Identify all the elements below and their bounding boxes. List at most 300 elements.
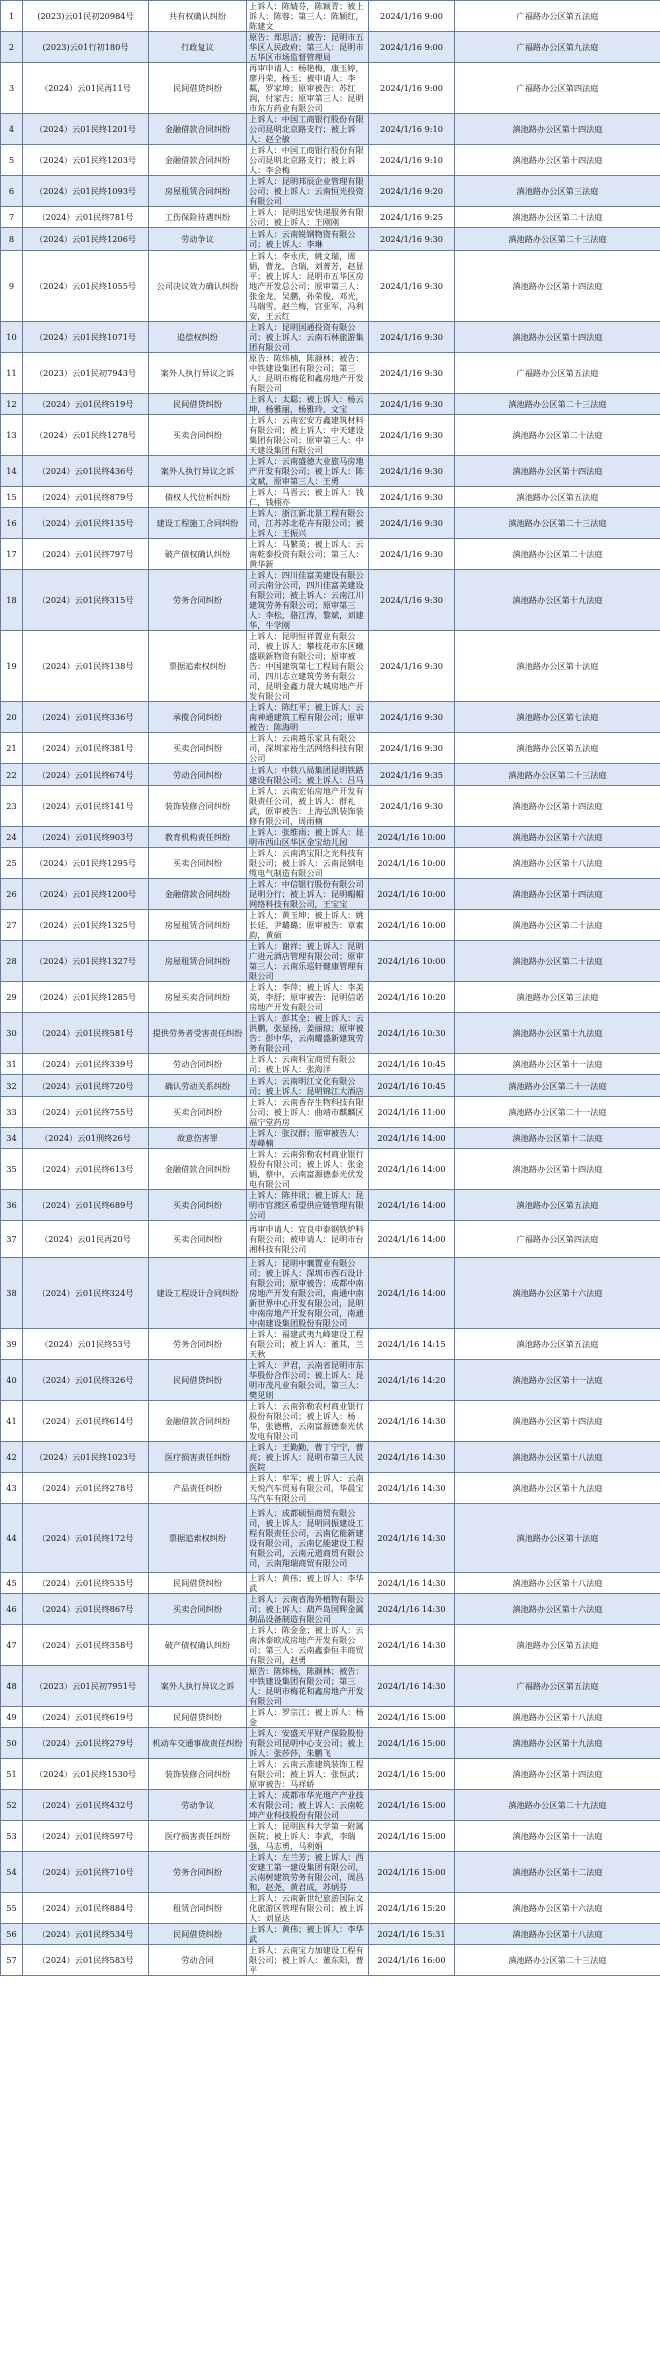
case-number: （2023）云01民初7951号 (23, 1666, 149, 1707)
hearing-time: 2024/1/16 9:10 (369, 145, 455, 176)
case-parties: 上诉人：彭其全；被上诉人：云洪鹏，张显扬，姜丽琼；原审被告：彭中华，云南耀盛新建筑劳务有限公司 (247, 1013, 369, 1054)
table-row (1, 1594, 660, 1625)
table-row (1, 764, 660, 786)
row-number: 9 (1, 251, 23, 322)
case-parties: 原告：陈炜楠，陈颜林；被告：中铁建设集团有限公司；第三人：昆明市梅花和鑫房地产开发有限公司 (247, 353, 369, 394)
table-row (1, 228, 660, 251)
hearing-time: 2024/1/16 9:30 (369, 786, 455, 827)
hearing-time: 2024/1/16 10:00 (369, 941, 455, 982)
row-number: 23 (1, 786, 23, 827)
row-number: 3 (1, 63, 23, 114)
case-parties: 上诉人：云南鸿宝阳之光科技有限公司；被上诉人：云南昆钢电缆电气制造有限公司 (247, 848, 369, 879)
table-row (1, 1013, 660, 1054)
case-cause: 教育机构责任纠纷 (149, 827, 247, 848)
case-cause: 金融借款合同纠纷 (149, 879, 247, 910)
row-number: 39 (1, 1329, 23, 1360)
case-number: （2024）云01刑终26号 (23, 1128, 149, 1149)
row-number: 56 (1, 1924, 23, 1945)
case-parties: 上诉人：成都硕恒商贸有限公司，被上诉人：昆明同振建设工程有限责任公司，云南亿能新建设有限公司，云南亿能建设工程有限公司，云南元道商贸有限公司，云南翔瑞商贸有限公司 (247, 1504, 369, 1573)
courtroom: 滇池路办公区第二十三法庭 (455, 228, 660, 251)
case-number: （2024）云01民终1055号 (23, 251, 149, 322)
case-parties: 上诉人：云南云准建筑装饰工程有限公司；被上诉人：张恒武；原审被告：马祥娇 (247, 1759, 369, 1790)
case-number: （2024）云01民终535号 (23, 1573, 149, 1594)
case-cause: 公司决议效力确认纠纷 (149, 251, 247, 322)
row-number: 6 (1, 176, 23, 207)
courtroom: 滇池路办公区第十四法庭 (455, 456, 660, 487)
case-parties: 上诉人：谢祥；被上诉人：昆明广进元酒店管理有限公司；原审第三人：云南乐巡轩健康管理有限公司 (247, 941, 369, 982)
table-row (1, 1573, 660, 1594)
case-parties: 上诉人：尹君，云南省昆明市东华股份合作公司；被上诉人：昆明市茂凡业有限公司，第三人：樊见则 (247, 1360, 369, 1401)
hearing-time: 2024/1/16 9:30 (369, 228, 455, 251)
case-parties: 上诉人：黄玉坤；被上诉人：姚长廷，尹璐璐；原审被告：章素韵，黄硕 (247, 910, 369, 941)
hearing-time: 2024/1/16 10:30 (369, 1013, 455, 1054)
case-cause: 金融借款合同纠纷 (149, 1401, 247, 1442)
row-number: 54 (1, 1852, 23, 1893)
case-cause: 破产债权确认纠纷 (149, 1625, 247, 1666)
case-cause: 确认劳动关系纠纷 (149, 1075, 247, 1097)
courtroom: 滇池路办公区第十二法庭 (455, 1852, 660, 1893)
hearing-time: 2024/1/16 10:20 (369, 982, 455, 1013)
case-parties: 上诉人：云南明江文化有限公司；被上诉人：昆明锦江大酒店 (247, 1075, 369, 1097)
courtroom: 滇池路办公区第十六法庭 (455, 827, 660, 848)
row-number: 5 (1, 145, 23, 176)
table-row (1, 1360, 660, 1401)
hearing-time: 2024/1/16 10:00 (369, 827, 455, 848)
row-number: 17 (1, 539, 23, 570)
row-number: 43 (1, 1473, 23, 1504)
table-row (1, 251, 660, 322)
table-row (1, 176, 660, 207)
hearing-time: 2024/1/16 15:00 (369, 1707, 455, 1728)
courtroom: 滇池路办公区第五法庭 (455, 1625, 660, 1666)
hearing-time: 2024/1/16 9:30 (369, 733, 455, 764)
case-number: （2024）云01民终613号 (23, 1149, 149, 1190)
case-number: （2024）云01民终781号 (23, 207, 149, 228)
courtroom: 滇池路办公区第十六法庭 (455, 1594, 660, 1625)
table-row (1, 1442, 660, 1473)
table-row (1, 508, 660, 539)
case-cause: 民间借贷纠纷 (149, 1360, 247, 1401)
case-number: （2024）云01民终674号 (23, 764, 149, 786)
case-parties: 上诉人：云南宏安方鑫建筑材料有限公司；被上诉人：中天建设集团有限公司；原审第三人：中天建设集团有限公司 (247, 415, 369, 456)
hearing-time: 2024/1/16 10:00 (369, 910, 455, 941)
courtroom: 广福路办公区第四法庭 (455, 1221, 660, 1258)
courtroom: 滇池路办公区第十一法庭 (455, 1360, 660, 1401)
courtroom: 滇池路办公区第十四法庭 (455, 114, 660, 145)
case-cause: 医疗损害责任纠纷 (149, 1821, 247, 1852)
case-number: （2024）云01民终614号 (23, 1401, 149, 1442)
case-number: （2024）云01民终53号 (23, 1329, 149, 1360)
row-number: 1 (1, 1, 23, 32)
row-number: 48 (1, 1666, 23, 1707)
case-cause: 买卖合同纠纷 (149, 415, 247, 456)
courtroom: 滇池路办公区第二十一法庭 (455, 1075, 660, 1097)
table-row (1, 1258, 660, 1329)
case-number: （2024）云01民终138号 (23, 631, 149, 702)
case-cause: 民间借贷纠纷 (149, 63, 247, 114)
row-number: 51 (1, 1759, 23, 1790)
table-row (1, 114, 660, 145)
row-number: 41 (1, 1401, 23, 1442)
hearing-time: 2024/1/16 9:10 (369, 114, 455, 145)
hearing-time: 2024/1/16 9:30 (369, 631, 455, 702)
hearing-time: 2024/1/16 9:30 (369, 394, 455, 415)
case-number: （2024）云01民终1530号 (23, 1759, 149, 1790)
table-row (1, 539, 660, 570)
row-number: 14 (1, 456, 23, 487)
hearing-time: 2024/1/16 14:30 (369, 1573, 455, 1594)
courtroom: 滇池路办公区第二十三法庭 (455, 764, 660, 786)
case-parties: 原告：郑思洁；被告：昆明市五华区人民政府；第三人：昆明市五华区市场监督管理局 (247, 32, 369, 63)
table-row (1, 1190, 660, 1221)
row-number: 53 (1, 1821, 23, 1852)
hearing-time: 2024/1/16 9:35 (369, 764, 455, 786)
hearing-time: 2024/1/16 14:20 (369, 1360, 455, 1401)
row-number: 32 (1, 1075, 23, 1097)
case-parties: 上诉人：马繁英；被上诉人：云南乾泰投资有限公司；第三人：黄华新 (247, 539, 369, 570)
case-cause: 买卖合同纠纷 (149, 1594, 247, 1625)
case-cause: 民间借贷纠纷 (149, 1707, 247, 1728)
courtroom: 滇池路办公区第十四法庭 (455, 1401, 660, 1442)
table-row (1, 1852, 660, 1893)
courtroom: 滇池路办公区第十六法庭 (455, 1258, 660, 1329)
row-number: 40 (1, 1360, 23, 1401)
courtroom: 广福路办公区第五法庭 (455, 1666, 660, 1707)
case-cause: 房屋买卖合同纠纷 (149, 982, 247, 1013)
table-row (1, 786, 660, 827)
hearing-time: 2024/1/16 15:00 (369, 1790, 455, 1821)
case-number: (2023)云01民初20984号 (23, 1, 149, 32)
table-row (1, 1707, 660, 1728)
courtroom: 滇池路办公区第十九法庭 (455, 1728, 660, 1759)
case-cause: 追偿权纠纷 (149, 322, 247, 353)
row-number: 8 (1, 228, 23, 251)
case-parties: 上诉人：黄伟；被上诉人：李华武 (247, 1924, 369, 1945)
case-number: （2023）云01民初7943号 (23, 353, 149, 394)
row-number: 18 (1, 570, 23, 631)
table-row (1, 1504, 660, 1573)
courtroom: 广福路办公区第九法庭 (455, 32, 660, 63)
case-parties: 上诉人：太聪；被上诉人：杨云坤，杨雅丽，杨雅玲，文宝 (247, 394, 369, 415)
case-number: （2024）云01民终534号 (23, 1924, 149, 1945)
case-cause: 提供劳务者受害责任纠纷 (149, 1013, 247, 1054)
table-row (1, 1821, 660, 1852)
case-parties: 上诉人：昆明恒祥置业有限公司，被上诉人：攀枝花市东区曦盛联新物资有限公司；原审被告：中国建筑第七工程局有限公司，四川志立建筑劳务有限公司，昆明金鑫力晟大城房地产开发有限公司 (247, 631, 369, 702)
case-parties: 上诉人：云南科宝商贸有限公司；被上诉人：张海洋 (247, 1054, 369, 1075)
case-cause: 建设工程设计合同纠纷 (149, 1258, 247, 1329)
row-number: 24 (1, 827, 23, 848)
courtroom: 滇池路办公区第五法庭 (455, 1329, 660, 1360)
row-number: 30 (1, 1013, 23, 1054)
table-row (1, 827, 660, 848)
case-cause: 民间借贷纠纷 (149, 1573, 247, 1594)
row-number: 35 (1, 1149, 23, 1190)
hearing-time: 2024/1/16 14:30 (369, 1625, 455, 1666)
table-row (1, 1075, 660, 1097)
row-number: 20 (1, 702, 23, 733)
table-row (1, 1945, 660, 1976)
case-cause: 装饰装修合同纠纷 (149, 786, 247, 827)
row-number: 36 (1, 1190, 23, 1221)
table-row (1, 1728, 660, 1759)
row-number: 15 (1, 487, 23, 508)
courtroom: 滇池路办公区第二十九法庭 (455, 1790, 660, 1821)
row-number: 28 (1, 941, 23, 982)
table-row (1, 1329, 660, 1360)
case-parties: 上诉人：陈井讯；被上诉人：昆明市官渡区希望供应链管理有限公司 (247, 1190, 369, 1221)
courtroom: 滇池路办公区第十九法庭 (455, 1013, 660, 1054)
case-number: （2024）云01民终358号 (23, 1625, 149, 1666)
table-row (1, 910, 660, 941)
courtroom: 滇池路办公区第十九法庭 (455, 570, 660, 631)
case-number: （2024）云01民终432号 (23, 1790, 149, 1821)
case-parties: 上诉人：中铁八局集团昆明铁路建设有限公司；被上诉人：吕马 (247, 764, 369, 786)
courtroom: 滇池路办公区第五法庭 (455, 487, 660, 508)
case-parties: 上诉人：云南省海外植物有限公司；被上诉人：葫芦岛国辉金属制品设备制造有限公司 (247, 1594, 369, 1625)
case-number: （2024）云01民终1023号 (23, 1442, 149, 1473)
case-number: （2024）云01民终879号 (23, 487, 149, 508)
courtroom: 滇池路办公区第十法庭 (455, 631, 660, 702)
table-row (1, 879, 660, 910)
case-parties: 上诉人：福建武夷九峰建设工程有限公司；被上诉人：董其，兰天秋 (247, 1329, 369, 1360)
hearing-time: 2024/1/16 10:00 (369, 848, 455, 879)
table-row (1, 353, 660, 394)
case-cause: 买卖合同纠纷 (149, 733, 247, 764)
courtroom: 滇池路办公区第二十法庭 (455, 941, 660, 982)
case-cause: 票据追索权纠纷 (149, 631, 247, 702)
case-number: （2024）云01民终339号 (23, 1054, 149, 1075)
case-cause: 工伤保险待遇纠纷 (149, 207, 247, 228)
case-number: （2024）云01民终279号 (23, 1728, 149, 1759)
row-number: 31 (1, 1054, 23, 1075)
case-number: （2024）云01民终315号 (23, 570, 149, 631)
case-cause: 劳动合同纠纷 (149, 764, 247, 786)
row-number: 37 (1, 1221, 23, 1258)
table-row (1, 1790, 660, 1821)
case-parties: 上诉人：云南锐钢物资有限公司；被上诉人：李琳 (247, 228, 369, 251)
case-cause: 承揽合同纠纷 (149, 702, 247, 733)
table-row (1, 456, 660, 487)
case-parties: 上诉人：四川佳富美建设有限公司云南分公司，四川佳富美建设有限公司；被上诉人：云南江川建筑劳务有限公司；原审第三人：李松，骆江涛，黎斌，刘建华，牛学刚 (247, 570, 369, 631)
case-number: （2024）云01民终583号 (23, 1945, 149, 1976)
courtroom: 滇池路办公区第十八法庭 (455, 1707, 660, 1728)
hearing-time: 2024/1/16 9:30 (369, 539, 455, 570)
hearing-time: 2024/1/16 14:30 (369, 1473, 455, 1504)
case-parties: 上诉人：张维雨；被上诉人：昆明市西山区华区金宝幼儿园 (247, 827, 369, 848)
case-parties: 上诉人：陈金金；被上诉人：云南沐泰欧成房地产开发有限公司；第三人：云南鑫泰恒丰商贸有限公司，赵勇 (247, 1625, 369, 1666)
case-cause: 共有权确认纠纷 (149, 1, 247, 32)
case-parties: 上诉人：云南弥勒农村商业银行股份有限公司；被上诉人：杨华，张德楷，云南富源德泰光伏发电有限公司 (247, 1401, 369, 1442)
row-number: 27 (1, 910, 23, 941)
row-number: 19 (1, 631, 23, 702)
table-row (1, 1666, 660, 1707)
courtroom: 滇池路办公区第十八法庭 (455, 848, 660, 879)
hearing-time: 2024/1/16 11:00 (369, 1097, 455, 1128)
courtroom: 滇池路办公区第十四法庭 (455, 1149, 660, 1190)
case-number: （2024）云01民终689号 (23, 1190, 149, 1221)
hearing-time: 2024/1/16 14:30 (369, 1504, 455, 1573)
hearing-time: 2024/1/16 14:30 (369, 1442, 455, 1473)
hearing-time: 2024/1/16 9:30 (369, 456, 455, 487)
case-number: （2024）云01民终755号 (23, 1097, 149, 1128)
hearing-time: 2024/1/16 14:30 (369, 1401, 455, 1442)
hearing-time: 2024/1/16 14:00 (369, 1190, 455, 1221)
case-cause: 行政复议 (149, 32, 247, 63)
case-number: （2024）云01民终1278号 (23, 415, 149, 456)
case-cause: 金融借款合同纠纷 (149, 114, 247, 145)
courtroom: 滇池路办公区第三法庭 (455, 982, 660, 1013)
case-number: （2024）云01民终1295号 (23, 848, 149, 879)
table-row (1, 631, 660, 702)
row-number: 22 (1, 764, 23, 786)
case-number: （2024）云01民终172号 (23, 1504, 149, 1573)
case-parties: 再审申请人：宜良申泰钢铁炉料有限公司；被申请人：昆明市台湘科技有限公司 (247, 1221, 369, 1258)
case-cause: 机动车交通事故责任纠纷 (149, 1728, 247, 1759)
case-parties: 原告：陈炜杨，陈颜林；被告：中铁建设集团有限公司；第三人：昆明市梅花和鑫房地产开发有限公司 (247, 1666, 369, 1707)
courtroom: 滇池路办公区第十四法庭 (455, 322, 660, 353)
hearing-time: 2024/1/16 14:15 (369, 1329, 455, 1360)
case-number: (2023)云01行初180号 (23, 32, 149, 63)
case-number: （2024）云01民终619号 (23, 1707, 149, 1728)
table-row (1, 1128, 660, 1149)
row-number: 16 (1, 508, 23, 539)
courtroom: 滇池路办公区第十六法庭 (455, 1893, 660, 1924)
case-parties: 上诉人：中国工商银行股份有限公司昆明北京路支行；被上诉人：赵仝敏 (247, 114, 369, 145)
case-parties: 上诉人：张汉群；原审被告人：寿峰楠 (247, 1128, 369, 1149)
case-number: （2024）云01民终436号 (23, 456, 149, 487)
hearing-time: 2024/1/16 15:31 (369, 1924, 455, 1945)
case-parties: 上诉人：中国工商银行股份有限公司昆明北京路支行；被上诉人：李会梅 (247, 145, 369, 176)
hearing-time: 2024/1/16 9:25 (369, 207, 455, 228)
row-number: 34 (1, 1128, 23, 1149)
row-number: 25 (1, 848, 23, 879)
case-cause: 故意伤害罪 (149, 1128, 247, 1149)
courtroom: 广福路办公区第四法庭 (455, 63, 660, 114)
case-cause: 房屋租赁合同纠纷 (149, 176, 247, 207)
courtroom: 滇池路办公区第十法庭 (455, 1504, 660, 1573)
case-cause: 装饰装修合同纠纷 (149, 1759, 247, 1790)
courtroom: 滇池路办公区第二十法庭 (455, 910, 660, 941)
courtroom: 滇池路办公区第十八法庭 (455, 1442, 660, 1473)
hearing-time: 2024/1/16 9:30 (369, 702, 455, 733)
table-row (1, 1221, 660, 1258)
row-number: 42 (1, 1442, 23, 1473)
case-number: （2024）云01民终326号 (23, 1360, 149, 1401)
case-number: （2024）云01民终1200号 (23, 879, 149, 910)
courtroom: 滇池路办公区第三法庭 (455, 176, 660, 207)
courtroom: 滇池路办公区第十四法庭 (455, 879, 660, 910)
case-cause: 案外人执行异议之诉 (149, 353, 247, 394)
case-cause: 民间借贷纠纷 (149, 1924, 247, 1945)
hearing-time: 2024/1/16 15:00 (369, 1821, 455, 1852)
courtroom: 滇池路办公区第五法庭 (455, 1190, 660, 1221)
case-parties: 上诉人：昆明邦辰企业管理有限公司；被上诉人：云南恒光投资有限公司 (247, 176, 369, 207)
courtroom: 滇池路办公区第五法庭 (455, 733, 660, 764)
case-parties: 上诉人：昆明国通投资有限公司；被上诉人：云南石林旅游集团有限公司 (247, 322, 369, 353)
table-row (1, 322, 660, 353)
case-cause: 房屋租赁合同纠纷 (149, 941, 247, 982)
courtroom: 滇池路办公区第二十三法庭 (455, 394, 660, 415)
hearing-time: 2024/1/16 9:30 (369, 570, 455, 631)
case-number: （2024）云01民终336号 (23, 702, 149, 733)
case-cause: 劳务合同纠纷 (149, 1852, 247, 1893)
courtroom: 广福路办公区第五法庭 (455, 353, 660, 394)
case-parties: 上诉人：陈婧芬，陈颖青；被上诉人：陈蓉；第三人：陈颖红，陈建文 (247, 1, 369, 32)
table-row (1, 32, 660, 63)
case-parties: 上诉人：罗宗江；被上诉人：杨金 (247, 1707, 369, 1728)
hearing-time: 2024/1/16 9:30 (369, 487, 455, 508)
case-cause: 债权人代位析纠纷 (149, 487, 247, 508)
case-parties: 上诉人：王勤勤，曹丁宁宁，曹亮；被上诉人：昆明市第三人民医院 (247, 1442, 369, 1473)
schedule-body (1, 1, 660, 1976)
case-parties: 上诉人：李永庆，姚文瑞，周娟，曹龙，合瑞，刘菁芳，赵显平；被上诉人：昆明市五华区房地产开发总公司；原审第三人：张金龙，吴鹏，孙荣俊，邓光，马瑞雪，赵兰梅，宫亚军，冯利安，王云红 (247, 251, 369, 322)
courtroom: 滇池路办公区第二十法庭 (455, 415, 660, 456)
hearing-time: 2024/1/16 15:00 (369, 1759, 455, 1790)
courtroom: 滇池路办公区第十九法庭 (455, 1473, 660, 1504)
case-parties: 上诉人：黄伟；被上诉人：李华武 (247, 1573, 369, 1594)
case-number: （2024）云01民终797号 (23, 539, 149, 570)
table-row (1, 982, 660, 1013)
courtroom: 滇池路办公区第十四法庭 (455, 786, 660, 827)
courtroom: 滇池路办公区第二十三法庭 (455, 1945, 660, 1976)
case-number: （2024）云01民终903号 (23, 827, 149, 848)
case-number: （2024）云01民终381号 (23, 733, 149, 764)
case-parties: 上诉人：陈红平；被上诉人：云南神通建筑工程有限公司；原审被告：陈海明 (247, 702, 369, 733)
case-number: （2024）云01民终884号 (23, 1893, 149, 1924)
courtroom: 滇池路办公区第十二法庭 (455, 1128, 660, 1149)
hearing-time: 2024/1/16 14:00 (369, 1221, 455, 1258)
case-parties: 上诉人：昆明迅安快递服务有限公司；被上诉人：王刚刚 (247, 207, 369, 228)
table-row (1, 394, 660, 415)
row-number: 13 (1, 415, 23, 456)
courtroom: 滇池路办公区第十八法庭 (455, 1573, 660, 1594)
table-row (1, 1924, 660, 1945)
case-cause: 案外人执行异议之诉 (149, 1666, 247, 1707)
table-row (1, 1759, 660, 1790)
row-number: 29 (1, 982, 23, 1013)
case-parties: 上诉人：昆明中襄置业有限公司；被上诉人：深圳市西石设计有限公司；原审被告：成都中南房地产开发有限公司，南通中南新世界中心开发有限公司，昆明中南房地产开发有限公司，南通中南建设集团股份有限公司 (247, 1258, 369, 1329)
hearing-time: 2024/1/16 15:00 (369, 1852, 455, 1893)
table-row (1, 1893, 660, 1924)
case-parties: 上诉人：云南新世纪旅游国际文化旅游区管理有限公司；被上诉人：刘显达 (247, 1893, 369, 1924)
case-number: （2024）云01民终1285号 (23, 982, 149, 1013)
courtroom: 滇池路办公区第七法庭 (455, 702, 660, 733)
case-cause: 票据追索权纠纷 (149, 1504, 247, 1573)
case-cause: 租赁合同纠纷 (149, 1893, 247, 1924)
row-number: 7 (1, 207, 23, 228)
hearing-time: 2024/1/16 10:45 (369, 1075, 455, 1097)
row-number: 55 (1, 1893, 23, 1924)
case-number: （2024）云01民终1206号 (23, 228, 149, 251)
hearing-time: 2024/1/16 9:20 (369, 176, 455, 207)
case-parties: 上诉人：云南越乐家具有限公司，深圳家裕生活网络科技有限公司 (247, 733, 369, 764)
case-cause: 买卖合同纠纷 (149, 848, 247, 879)
case-parties: 上诉人：左兰芳；被上诉人：西安建工第一建设集团有限公司，云南树建筑劳务有限公司，周昌和，赵尧，黄君成，苏炳芬 (247, 1852, 369, 1893)
case-cause: 破产债权确认纠纷 (149, 539, 247, 570)
table-row (1, 733, 660, 764)
case-cause: 民间借贷纠纷 (149, 394, 247, 415)
courtroom: 滇池路办公区第二十法庭 (455, 207, 660, 228)
case-parties: 上诉人：浙江新北景工程有限公司，江苏苏北花卉有限公司；被上诉人：王振兴 (247, 508, 369, 539)
case-cause: 买卖合同纠纷 (149, 1190, 247, 1221)
row-number: 10 (1, 322, 23, 353)
table-row (1, 63, 660, 114)
hearing-time: 2024/1/16 9:30 (369, 322, 455, 353)
case-number: （2024）云01民终1071号 (23, 322, 149, 353)
case-cause: 劳动合同纠纷 (149, 1054, 247, 1075)
hearing-time: 2024/1/16 14:00 (369, 1149, 455, 1190)
case-parties: 上诉人：云南盛德大业旅马房地产开发有限公司；被上诉人：陈文斌，原审第三人：王勇 (247, 456, 369, 487)
